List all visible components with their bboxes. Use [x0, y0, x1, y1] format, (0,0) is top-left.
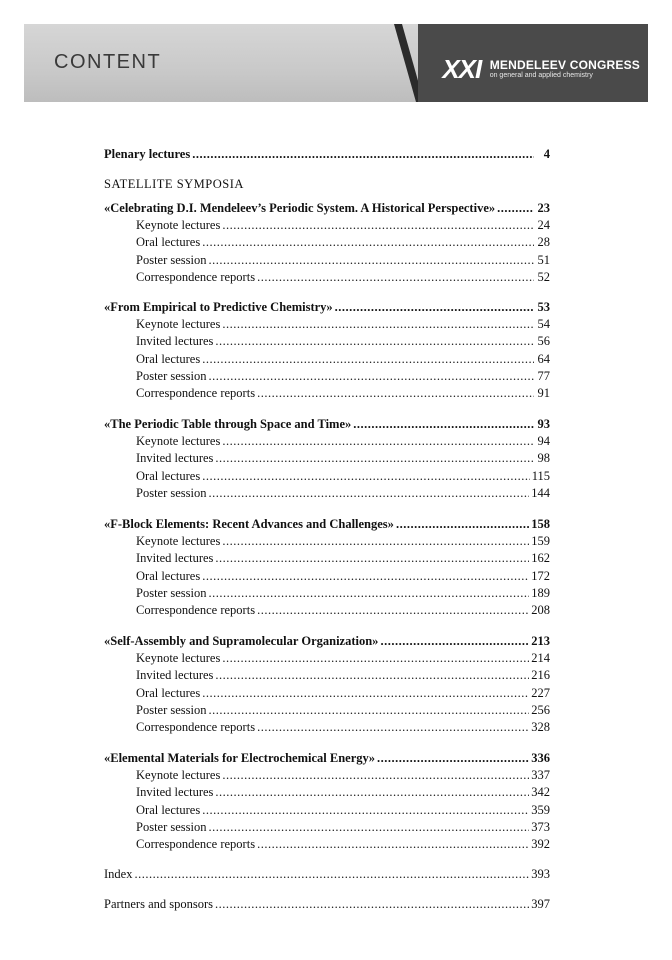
toc-entry-subsection[interactable]	[136, 333, 550, 349]
dot-leader	[215, 896, 529, 912]
dot-leader	[497, 200, 534, 216]
toc-page-number: 336	[531, 751, 550, 765]
toc-page-number: 227	[531, 685, 550, 700]
toc-entry-subsection[interactable]	[136, 719, 550, 735]
toc-entry-title: Oral lectures	[136, 468, 201, 483]
dot-leader	[209, 252, 535, 268]
toc-entry-subsection[interactable]	[136, 550, 550, 566]
dot-leader	[222, 217, 534, 233]
dot-leader	[257, 836, 529, 852]
toc-entry-subsection[interactable]	[136, 650, 550, 666]
toc-entry-symposium[interactable]	[104, 299, 550, 315]
toc-entry-partners[interactable]	[104, 896, 550, 912]
dot-leader	[380, 633, 529, 649]
dot-leader	[215, 784, 529, 800]
toc-page-number: 213	[531, 634, 550, 648]
toc-entry-subsection[interactable]	[136, 685, 550, 701]
toc-entry-index[interactable]	[104, 866, 550, 882]
dot-leader	[209, 485, 530, 501]
toc-page-number: 56	[537, 334, 550, 349]
toc-entry-title: Correspondence reports	[136, 837, 256, 851]
toc-entry-subsection[interactable]	[136, 667, 550, 683]
toc-entry-title: «F-Block Elements: Recent Advances and Challenges»	[104, 517, 394, 531]
toc-entry-title: Oral lectures	[136, 685, 201, 700]
logo-subtitle: on general and applied chemistry	[489, 72, 593, 79]
toc-entry-title: Poster session	[136, 702, 207, 717]
toc-entry-symposium[interactable]	[104, 416, 550, 432]
toc-entry-subsection[interactable]	[136, 836, 550, 852]
toc-entry-subsection[interactable]	[136, 767, 550, 783]
dot-leader	[396, 516, 529, 532]
dot-leader	[202, 802, 529, 818]
toc-entry-subsection[interactable]	[136, 351, 550, 367]
toc-page-number: 162	[531, 551, 550, 566]
toc-entry-plenary[interactable]	[104, 146, 550, 162]
toc-page-number: 393	[531, 867, 550, 881]
toc-entry-title: Keynote lectures	[136, 651, 221, 666]
toc-entry-title: Index	[104, 867, 133, 881]
toc-page-number: 51	[537, 252, 550, 267]
toc-page-number: 98	[537, 451, 550, 466]
dot-leader	[377, 750, 529, 766]
dot-leader	[222, 433, 534, 449]
toc-entry-subsection[interactable]	[136, 234, 550, 250]
toc-entry-title: Correspondence reports	[136, 269, 256, 284]
toc-entry-title: Keynote lectures	[136, 317, 221, 332]
toc-entry-title: Oral lectures	[136, 351, 201, 366]
toc-entry-title: Correspondence reports	[136, 603, 256, 617]
toc-page-number: 94	[537, 434, 550, 449]
dot-leader	[209, 702, 530, 718]
toc-page-number: 337	[531, 768, 550, 783]
toc-entry-title: Invited lectures	[136, 668, 214, 683]
toc-entry-subsection[interactable]	[136, 368, 550, 384]
toc-page-number: 172	[531, 568, 550, 583]
dot-leader	[222, 533, 529, 549]
toc-entry-subsection[interactable]	[136, 385, 550, 401]
toc-page-number: 208	[531, 603, 550, 617]
toc-entry-subsection[interactable]	[136, 533, 550, 549]
toc-entry-subsection[interactable]	[136, 784, 550, 800]
toc-entry-subsection[interactable]	[136, 269, 550, 285]
toc-entry-title: Invited lectures	[136, 451, 214, 466]
toc-entry-title: Keynote lectures	[136, 768, 221, 783]
toc-entry-subsection[interactable]	[136, 819, 550, 835]
dot-leader	[192, 146, 534, 162]
dot-leader	[257, 719, 529, 735]
toc-page-number: 216	[531, 668, 550, 683]
toc-page-number: 342	[531, 785, 550, 800]
toc-entry-subsection[interactable]	[136, 252, 550, 268]
toc-page-number: 256	[531, 702, 550, 717]
dot-leader	[202, 685, 529, 701]
toc-entry-title: Keynote lectures	[136, 534, 221, 549]
toc-page-number: 189	[531, 585, 550, 600]
dot-leader	[335, 299, 534, 315]
toc-entry-symposium[interactable]	[104, 516, 550, 532]
toc-page-number: 328	[531, 720, 550, 734]
dot-leader	[215, 333, 534, 349]
toc-page-number: 115	[531, 468, 550, 483]
page-title: CONTENT	[54, 51, 162, 73]
logo-mark: XXI	[442, 54, 482, 84]
toc-page-number: 214	[531, 651, 550, 666]
congress-logo	[442, 54, 640, 85]
toc-entry-subsection[interactable]	[136, 802, 550, 818]
dot-leader	[222, 316, 534, 332]
dot-leader	[222, 650, 529, 666]
toc-page-number: 392	[531, 837, 550, 851]
toc-page-number: 52	[537, 269, 550, 284]
toc-entry-symposium[interactable]	[104, 200, 550, 216]
toc-entry-title: Poster session	[136, 368, 207, 383]
toc-entry-title: Partners and sponsors	[104, 897, 214, 911]
toc-entry-title: «Self-Assembly and Supramolecular Organization»	[104, 634, 379, 648]
dot-leader	[215, 667, 529, 683]
toc-page-number: 397	[531, 897, 550, 911]
dot-leader	[353, 416, 534, 432]
dot-leader	[202, 568, 529, 584]
logo-name: MENDELEEV CONGRESS	[489, 58, 640, 72]
toc-entry-title: Oral lectures	[136, 568, 201, 583]
toc-entry-title: Poster session	[136, 252, 207, 267]
toc-page-number: 93	[537, 417, 550, 431]
toc-page-number: 64	[537, 351, 550, 366]
toc-entry-title: Poster session	[136, 819, 207, 834]
toc-page-number: 144	[531, 485, 550, 500]
toc-entry-title: «The Periodic Table through Space and Time»	[104, 417, 352, 431]
dot-leader	[202, 351, 534, 367]
toc-entry-title: Oral lectures	[136, 235, 201, 250]
toc-entry-subsection[interactable]	[136, 585, 550, 601]
toc-entry-title: Poster session	[136, 485, 207, 500]
dot-leader	[215, 450, 534, 466]
toc-entry-title: Correspondence reports	[136, 720, 256, 734]
toc-entry-symposium[interactable]	[104, 750, 550, 766]
toc-page-number: 54	[537, 317, 550, 332]
dot-leader	[257, 602, 529, 618]
toc-entry-subsection[interactable]	[136, 485, 550, 501]
toc-entry-title: Correspondence reports	[136, 386, 256, 400]
dot-leader	[222, 767, 529, 783]
toc-page-number: 24	[537, 218, 550, 233]
toc-page-number: 23	[537, 201, 550, 215]
toc-entry-subsection[interactable]	[136, 702, 550, 718]
toc-page-number: 28	[537, 235, 550, 250]
toc-entry-title: Plenary lectures	[104, 147, 191, 161]
toc-entry-title: Invited lectures	[136, 334, 214, 349]
dot-leader	[257, 385, 534, 401]
toc-entry-subsection[interactable]	[136, 450, 550, 466]
toc-page-number: 91	[537, 386, 550, 400]
dot-leader	[202, 468, 530, 484]
toc-entry-title: Keynote lectures	[136, 434, 221, 449]
toc-entry-title: Poster session	[136, 585, 207, 600]
toc-entry-title: «From Empirical to Predictive Chemistry»	[104, 300, 333, 314]
toc-entry-title: Invited lectures	[136, 551, 214, 566]
toc-entry-title: Keynote lectures	[136, 218, 221, 233]
toc-page-number: 373	[531, 819, 550, 834]
dot-leader	[209, 819, 530, 835]
toc-entry-title: Oral lectures	[136, 802, 201, 817]
toc-entry-title: Invited lectures	[136, 785, 214, 800]
dot-leader	[209, 585, 530, 601]
dot-leader	[215, 550, 529, 566]
toc-page-number: 4	[543, 147, 550, 161]
toc-page-number: 53	[537, 300, 550, 314]
toc-page-number: 359	[531, 802, 550, 817]
toc-page-number: 159	[531, 534, 550, 549]
toc-entry-title: «Elemental Materials for Electrochemical Energy»	[104, 751, 375, 765]
toc-entry-subsection[interactable]	[136, 602, 550, 618]
toc-entry-title: «Celebrating D.I. Mendeleev’s Periodic System. A Historical Perspective»	[104, 201, 496, 215]
toc-page-number: 77	[537, 368, 550, 383]
toc-entry-subsection[interactable]	[136, 316, 550, 332]
section-heading-satellite: SATELLITE SYMPOSIA	[104, 177, 244, 191]
toc-entry-subsection[interactable]	[136, 433, 550, 449]
dot-leader	[209, 368, 535, 384]
toc-entry-symposium[interactable]	[104, 633, 550, 649]
toc-entry-subsection[interactable]	[136, 468, 550, 484]
dot-leader	[134, 866, 529, 882]
toc-entry-subsection[interactable]	[136, 568, 550, 584]
toc-entry-subsection[interactable]	[136, 217, 550, 233]
header-banner	[24, 24, 648, 102]
dot-leader	[257, 269, 534, 285]
toc-page-number: 158	[531, 517, 550, 531]
dot-leader	[202, 234, 534, 250]
